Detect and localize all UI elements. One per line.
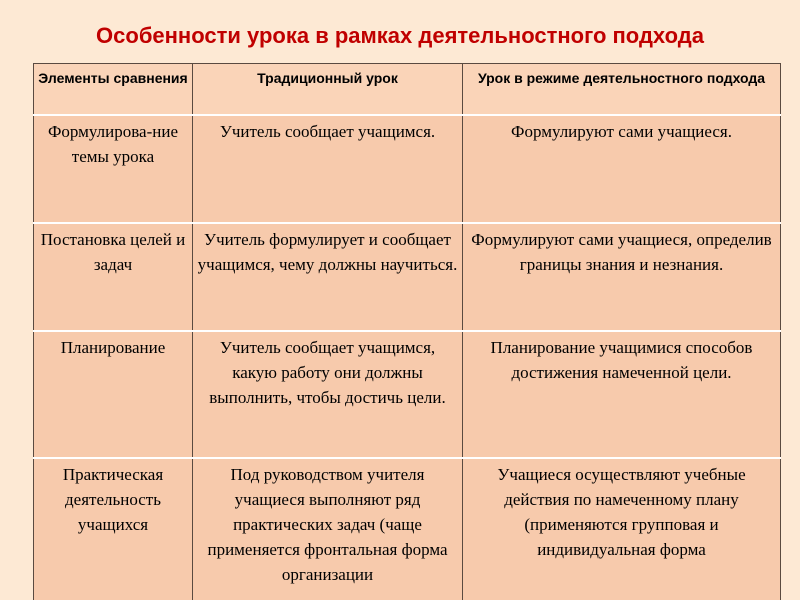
cell-traditional: Учитель сообщает учащимся. bbox=[193, 115, 463, 223]
cell-traditional: Учитель формулирует и сообщает учащимся, чему должны научиться. bbox=[193, 223, 463, 331]
cell-activity: Планирование учащимися способов достижения намеченной цели. bbox=[463, 331, 781, 458]
comparison-table bbox=[33, 63, 781, 600]
cell-element: Постановка целей и задач bbox=[34, 223, 193, 331]
table-row bbox=[34, 115, 781, 223]
cell-activity: Учащиеся осуществляют учебные действия по намеченному плану (применяются групповая и индивидуальная форма bbox=[463, 458, 781, 600]
cell-traditional: Учитель сообщает учащимся, какую работу они должны выполнить, чтобы достичь цели. bbox=[193, 331, 463, 458]
header-comparison-elements: Элементы сравнения bbox=[34, 64, 193, 116]
cell-element: Практическая деятельность учащихся bbox=[34, 458, 193, 600]
cell-activity: Формулируют сами учащиеся, определив границы знания и незнания. bbox=[463, 223, 781, 331]
header-traditional-lesson: Традиционный урок bbox=[193, 64, 463, 116]
cell-activity: Формулируют сами учащиеся. bbox=[463, 115, 781, 223]
header-activity-lesson: Урок в режиме деятельностного подхода bbox=[463, 64, 781, 116]
table-row bbox=[34, 223, 781, 331]
cell-element: Формулирова-ние темы урока bbox=[34, 115, 193, 223]
cell-traditional: Под руководством учителя учащиеся выполняют ряд практических задач (чаще применяется фронтальная форма организации bbox=[193, 458, 463, 600]
table-row bbox=[34, 458, 781, 600]
cell-element: Планирование bbox=[34, 331, 193, 458]
slide-title: Особенности урока в рамках деятельностного подхода bbox=[96, 23, 704, 48]
table-header-row bbox=[34, 64, 781, 116]
table-row bbox=[34, 331, 781, 458]
